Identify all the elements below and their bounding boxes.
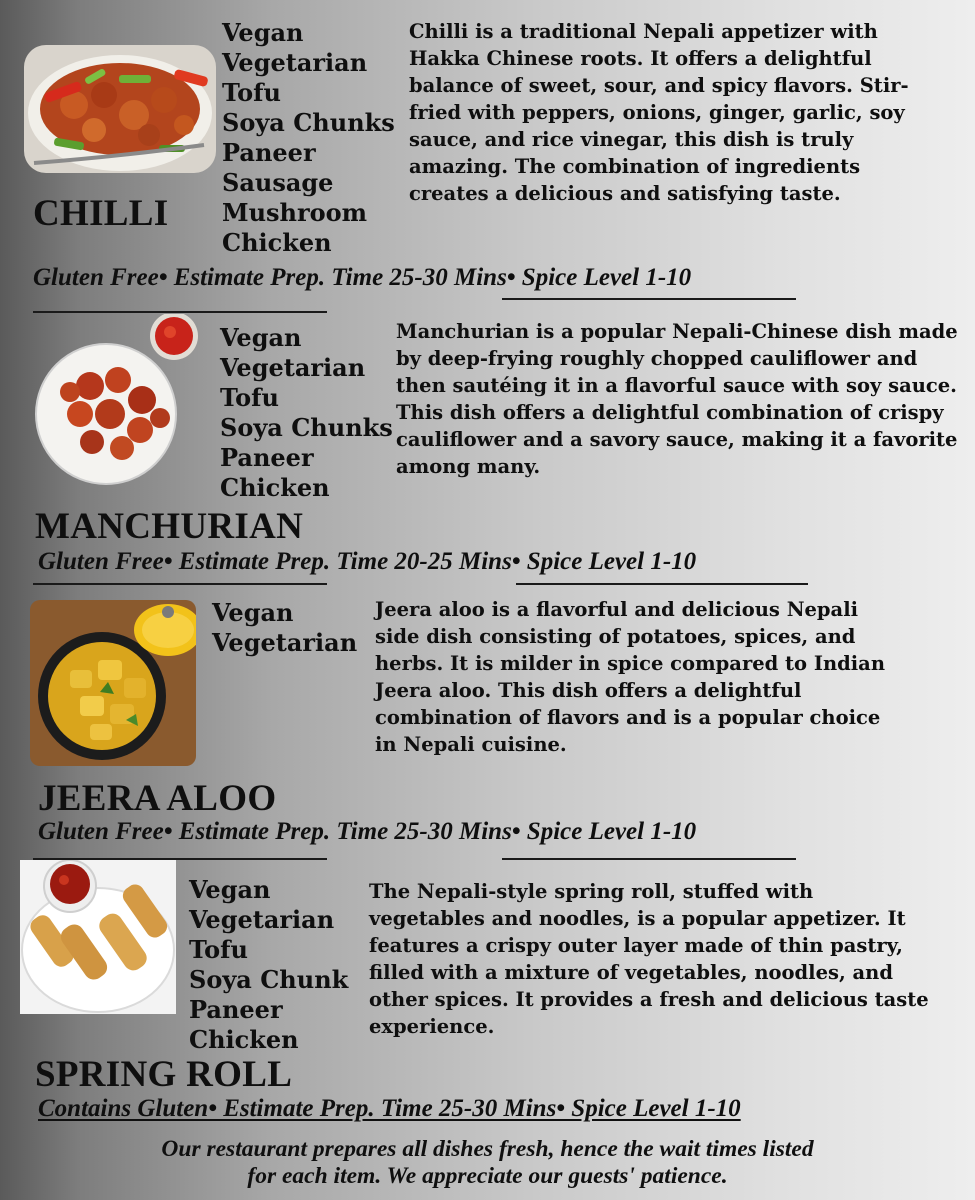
option: Vegetarian bbox=[222, 48, 368, 77]
option: Chicken bbox=[189, 1025, 299, 1054]
option: Tofu bbox=[220, 383, 279, 412]
option: Mushroom bbox=[222, 198, 368, 227]
spring-roll-description: The Nepali-style spring roll, stuffed with vegetables and noodles, is a popular appetizer. It features a crispy outer layer made of thin pastry, filled with a mixture of vegetables, noodles, and other spices. It provides a fresh and delicious taste experience. bbox=[369, 880, 929, 1038]
option: Soya Chunk bbox=[189, 965, 349, 994]
spring-roll-options bbox=[189, 875, 348, 1055]
option: Soya Chunks bbox=[220, 413, 393, 442]
spring-roll-photo bbox=[20, 860, 176, 1014]
option: Vegan bbox=[222, 18, 304, 47]
footer-note bbox=[0, 1136, 975, 1190]
option: Vegan bbox=[212, 598, 294, 627]
jeera-aloo-photo bbox=[30, 600, 196, 766]
option: Vegetarian bbox=[189, 905, 335, 934]
option: Chicken bbox=[220, 473, 330, 502]
option: Chicken bbox=[222, 228, 332, 257]
footer-line: Our restaurant prepares all dishes fresh, hence the wait times listed bbox=[161, 1136, 814, 1162]
footer-line: for each item. We appreciate our guests' patience. bbox=[247, 1163, 728, 1189]
jeera-aloo-title: JEERA ALOO bbox=[38, 778, 277, 819]
jeera-aloo-info: Gluten Free• Estimate Prep. Time 25-30 Mins• Spice Level 1-10 bbox=[38, 818, 697, 845]
divider bbox=[33, 311, 327, 313]
manchurian-photo bbox=[30, 314, 208, 486]
manchurian-description: Manchurian is a popular Nepali-Chinese dish made by deep-frying roughly chopped cauliflower and then sautéing it in a flavorful sauce with soy sauce. This dish offers a delightful combination of crispy cauliflower and a savory sauce, making it a favorite among many. bbox=[396, 320, 958, 478]
manchurian-options bbox=[220, 323, 393, 503]
divider bbox=[502, 298, 796, 300]
option: Tofu bbox=[222, 78, 281, 107]
manchurian-title: MANCHURIAN bbox=[35, 506, 304, 547]
jeera-aloo-description: Jeera aloo is a flavorful and delicious Nepali side dish consisting of potatoes, spices, and herbs. It is milder in spice compared to Indian Jeera aloo. This dish offers a delightful combination of flavors and is a popular choice in Nepali cuisine. bbox=[375, 598, 885, 756]
divider bbox=[33, 583, 327, 585]
option: Paneer bbox=[220, 443, 314, 472]
chilli-photo bbox=[24, 45, 216, 173]
jeera-aloo-options bbox=[212, 598, 357, 658]
manchurian-info: Gluten Free• Estimate Prep. Time 20-25 Mins• Spice Level 1-10 bbox=[38, 548, 697, 575]
divider bbox=[502, 858, 796, 860]
chilli-title: CHILLI bbox=[33, 193, 169, 234]
option: Paneer bbox=[189, 995, 283, 1024]
chilli-description: Chilli is a traditional Nepali appetizer with Hakka Chinese roots. It offers a delightful balance of sweet, sour, and spicy flavors. Stir-fried with peppers, onions, ginger, garlic, soy sauce, and rice vinegar, this dish is truly amazing. The combination of ingredients creates a delicious and satisfying taste. bbox=[409, 20, 909, 205]
spring-roll-title: SPRING ROLL bbox=[35, 1054, 293, 1095]
option: Vegetarian bbox=[212, 628, 358, 657]
option: Sausage bbox=[222, 168, 334, 197]
option: Soya Chunks bbox=[222, 108, 395, 137]
option: Vegan bbox=[189, 875, 271, 904]
option: Vegan bbox=[220, 323, 302, 352]
spring-roll-info: Contains Gluten• Estimate Prep. Time 25-30 Mins• Spice Level 1-10 bbox=[38, 1095, 741, 1122]
chilli-options bbox=[222, 18, 395, 258]
option: Paneer bbox=[222, 138, 316, 167]
option: Vegetarian bbox=[220, 353, 366, 382]
chilli-info: Gluten Free• Estimate Prep. Time 25-30 Mins• Spice Level 1-10 bbox=[33, 264, 692, 291]
divider bbox=[516, 583, 808, 585]
option: Tofu bbox=[189, 935, 248, 964]
